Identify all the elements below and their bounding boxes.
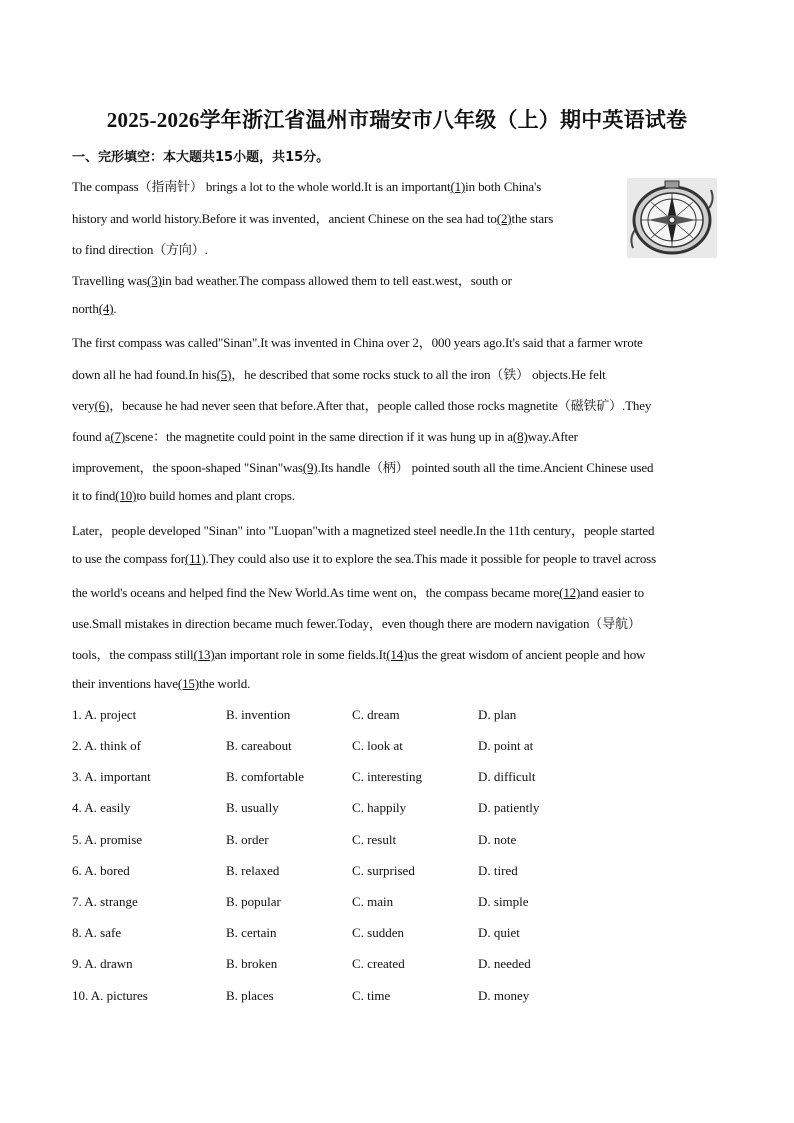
- passage-line-12: Later，people developed "Sinan" into "Luopan"with a magnetized steel needle.In the 11th century，people started: [72, 523, 655, 538]
- passage-line-8: very(6)，because he had never seen that before.After that，people called those rocks magnetite（磁铁矿）.They: [72, 398, 652, 413]
- passage-line-4: Travelling was(3)in bad weather.The compass allowed them to tell east.west，south or: [72, 273, 512, 288]
- section-heading: 一、完形填空：本大题共15小题，共15分。: [72, 150, 330, 165]
- passage-line-6: The first compass was called"Sinan".It was invented in China over 2，000 years ago.It's said that a farmer wrote: [72, 335, 643, 350]
- passage-line-1: The compass（指南针） brings a lot to the whole world.It is an important(1)in both China's: [72, 179, 542, 194]
- blank-4: (4): [98, 301, 114, 316]
- option-a[interactable]: 1. A. project: [72, 707, 137, 722]
- passage-line-14: the world's oceans and helped find the New World.As time went on，the compass became more(12)and easier to: [72, 585, 644, 600]
- option-d[interactable]: D. difficult: [478, 769, 536, 784]
- option-a[interactable]: 5. A. promise: [72, 832, 143, 847]
- option-b[interactable]: B. places: [226, 988, 274, 1003]
- blank-8: (8): [512, 429, 528, 444]
- option-b[interactable]: B. usually: [226, 800, 279, 815]
- passage-line-13: to use the compass for(11).They could also use it to explore the sea.This made it possible for people to travel across: [72, 551, 656, 566]
- option-c[interactable]: C. interesting: [352, 769, 423, 784]
- passage-line-15: use.Small mistakes in direction became much fewer.Today，even though there are modern navigation（导航）: [72, 616, 641, 631]
- passage-line-16: tools，the compass still(13)an important role in some fields.It(14)us the great wisdom of ancient people and how: [72, 647, 646, 662]
- passage-line-7: down all he had found.In his(5)，he described that some rocks stuck to all the iron（铁） objects.He felt: [72, 367, 606, 382]
- option-a[interactable]: 8. A. safe: [72, 925, 122, 940]
- option-c[interactable]: C. dream: [352, 707, 400, 722]
- option-a[interactable]: 10. A. pictures: [72, 988, 148, 1003]
- blank-9: (9): [302, 460, 318, 475]
- option-b[interactable]: B. popular: [226, 894, 281, 909]
- compass-image: [627, 178, 717, 258]
- passage-line-11: it to find(10)to build homes and plant crops.: [72, 488, 295, 503]
- blank-6: (6): [94, 398, 110, 413]
- option-d[interactable]: D. quiet: [478, 925, 520, 940]
- passage-line-9: found a(7)scene：the magnetite could point in the same direction if it was hung up in a(8)way.After: [72, 429, 578, 444]
- blank-3: (3): [147, 273, 162, 288]
- passage-line-3: to find direction（方向）.: [72, 242, 208, 257]
- option-d[interactable]: D. patiently: [478, 800, 540, 815]
- blank-10: (10): [115, 488, 137, 503]
- option-a[interactable]: 2. A. think of: [72, 738, 141, 753]
- option-c[interactable]: C. main: [352, 894, 394, 909]
- option-b[interactable]: B. invention: [226, 707, 291, 722]
- blank-2: (2): [496, 211, 512, 226]
- option-a[interactable]: 9. A. drawn: [72, 956, 133, 971]
- option-d[interactable]: D. money: [478, 988, 530, 1003]
- blank-5: (5): [216, 367, 232, 382]
- option-c[interactable]: C. sudden: [352, 925, 404, 940]
- option-c[interactable]: C. happily: [352, 800, 407, 815]
- option-c[interactable]: C. time: [352, 988, 391, 1003]
- blank-11: (11): [184, 551, 206, 566]
- option-c[interactable]: C. look at: [352, 738, 403, 753]
- blank-15: (15): [177, 676, 199, 691]
- option-d[interactable]: D. needed: [478, 956, 531, 971]
- option-a[interactable]: 4. A. easily: [72, 800, 131, 815]
- page-title: 2025-2026学年浙江省温州市瑞安市八年级（上）期中英语试卷: [106, 108, 688, 132]
- option-a[interactable]: 7. A. strange: [72, 894, 138, 909]
- option-b[interactable]: B. order: [226, 832, 269, 847]
- passage-line-2: history and world history.Before it was invented，ancient Chinese on the sea had to(2)the stars: [72, 211, 554, 226]
- option-b[interactable]: B. comfortable: [226, 769, 304, 784]
- option-c[interactable]: C. created: [352, 956, 405, 971]
- option-a[interactable]: 3. A. important: [72, 769, 151, 784]
- blank-1: (1): [450, 179, 466, 194]
- passage-line-17: their inventions have(15)the world.: [72, 676, 251, 691]
- option-d[interactable]: D. note: [478, 832, 517, 847]
- passage-line-5: north(4).: [72, 301, 117, 316]
- option-b[interactable]: B. careabout: [226, 738, 292, 753]
- blank-12: (12): [559, 585, 581, 600]
- option-b[interactable]: B. relaxed: [226, 863, 280, 878]
- blank-14: (14): [386, 647, 408, 662]
- option-b[interactable]: B. broken: [226, 956, 278, 971]
- option-c[interactable]: C. result: [352, 832, 397, 847]
- option-d[interactable]: D. tired: [478, 863, 518, 878]
- option-a[interactable]: 6. A. bored: [72, 863, 130, 878]
- blank-7: (7): [110, 429, 126, 444]
- option-c[interactable]: C. surprised: [352, 863, 415, 878]
- option-b[interactable]: B. certain: [226, 925, 277, 940]
- option-d[interactable]: D. simple: [478, 894, 529, 909]
- blank-13: (13): [193, 647, 215, 662]
- option-d[interactable]: D. point at: [478, 738, 534, 753]
- option-d[interactable]: D. plan: [478, 707, 517, 722]
- passage-line-10: improvement，the spoon-shaped "Sinan"was(9).Its handle（柄） pointed south all the time.Ancient Chinese used: [72, 460, 654, 475]
